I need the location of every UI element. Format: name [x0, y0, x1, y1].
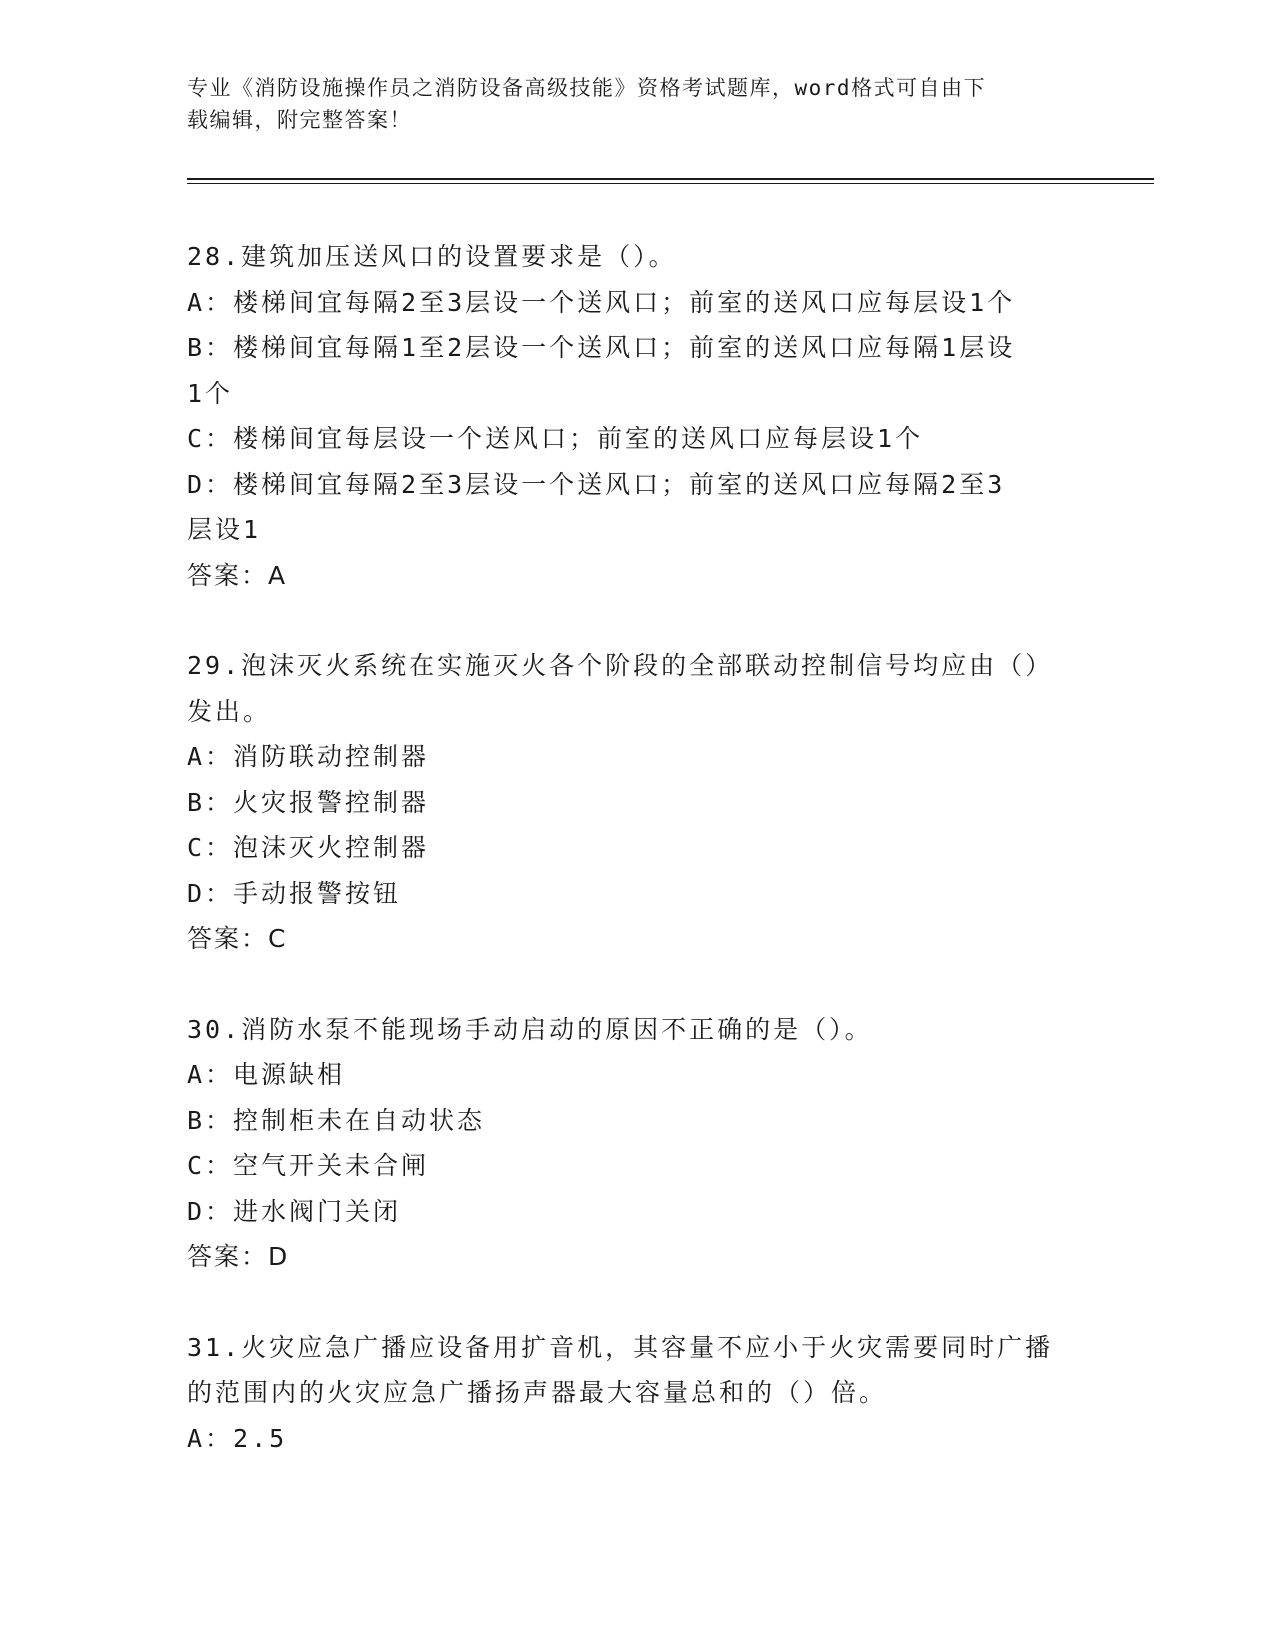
question-30	[187, 1007, 1087, 1280]
question-stem: 31.火灾应急广播应设备用扩音机，其容量不应小于火灾需要同时广播	[187, 1332, 1054, 1362]
header-divider-thin	[187, 183, 1154, 184]
question-stem: 30.消防水泵不能现场手动启动的原因不正确的是（）。	[187, 1014, 873, 1044]
question-stem: 28.建筑加压送风口的设置要求是（）。	[187, 242, 677, 271]
option-a: A：消防联动控制器	[187, 742, 430, 771]
question-stem-continued: 的范围内的火灾应急广播扬声器最大容量总和的（）倍。	[187, 1378, 888, 1407]
option-b: B：楼梯间宜每隔1至2层设一个送风口；前室的送风口应每隔1层设	[187, 333, 1016, 362]
header-divider-thick	[187, 178, 1154, 180]
option-b: B：控制柜未在自动状态	[187, 1105, 486, 1135]
answer: 答案：A	[187, 560, 288, 590]
option-a: A：2.5	[187, 1423, 288, 1453]
question-stem-continued: 发出。	[187, 696, 272, 726]
option-d: D：手动报警按钮	[187, 878, 402, 908]
option-d: D：进水阀门关闭	[187, 1196, 402, 1226]
question-list	[187, 234, 1087, 1506]
option-c: C：楼梯间宜每层设一个送风口；前室的送风口应每层设1个	[187, 424, 924, 453]
option-b-continued: 1个	[187, 378, 234, 408]
question-29	[187, 643, 1087, 962]
option-c: C：空气开关未合闸	[187, 1151, 430, 1180]
option-c: C：泡沫灭火控制器	[187, 833, 430, 862]
answer: 答案：D	[187, 1242, 290, 1271]
option-d: D：楼梯间宜每隔2至3层设一个送风口；前室的送风口应每隔2至3	[187, 469, 1006, 499]
answer: 答案：C	[187, 924, 288, 953]
header-line-1: 专业《消防设施操作员之消防设备高级技能》资格考试题库，word格式可自由下	[187, 76, 987, 100]
header-line-2: 载编辑，附完整答案！	[187, 108, 412, 132]
option-a: A：电源缺相	[187, 1060, 346, 1089]
document-header	[187, 72, 1087, 136]
question-28	[187, 234, 1087, 598]
option-d-continued: 层设1	[187, 515, 262, 544]
question-31	[187, 1325, 1087, 1462]
option-a: A：楼梯间宜每隔2至3层设一个送风口；前室的送风口应每层设1个	[187, 287, 1016, 317]
question-stem: 29.泡沫灭火系统在实施灭火各个阶段的全部联动控制信号均应由（）	[187, 651, 1054, 680]
option-b: B：火灾报警控制器	[187, 787, 430, 817]
